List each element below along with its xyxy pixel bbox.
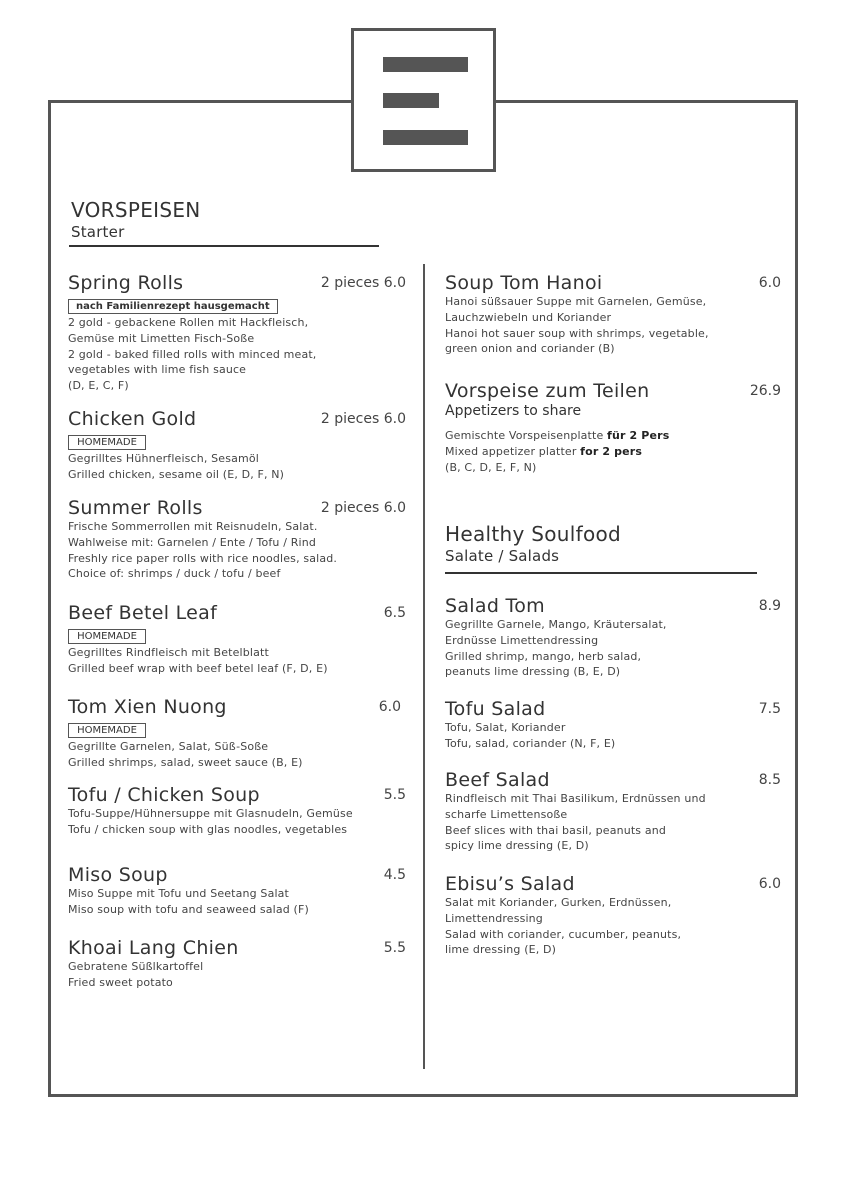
logo-bar-bottom bbox=[383, 130, 468, 145]
item-description bbox=[445, 895, 781, 958]
desc-line: Grilled beef wrap with beef betel leaf (F, D, E) bbox=[68, 661, 328, 675]
section-subtitle: Starter bbox=[71, 223, 125, 241]
menu-item-summer-rolls bbox=[68, 497, 408, 582]
desc-text: Gemischte Vorspeisenplatte bbox=[445, 429, 608, 442]
item-name: Tofu Salad bbox=[445, 698, 546, 720]
item-name: Spring Rolls bbox=[68, 272, 184, 294]
menu-item-tom-xien-nuong bbox=[68, 696, 403, 771]
item-price: 8.9 bbox=[758, 598, 781, 614]
item-name: Soup Tom Hanoi bbox=[445, 272, 603, 294]
desc-line: spicy lime dressing (E, D) bbox=[445, 839, 589, 853]
column-divider bbox=[423, 264, 425, 1069]
section-rule-soulfood bbox=[445, 572, 757, 574]
desc-bold: für 2 Pers bbox=[607, 429, 670, 442]
desc-line: Gegrillte Garnele, Mango, Kräutersalat, bbox=[445, 618, 667, 631]
item-price: 2 pieces 6.0 bbox=[320, 500, 406, 516]
desc-line: lime dressing (E, D) bbox=[445, 943, 557, 957]
item-name: Miso Soup bbox=[68, 864, 168, 886]
desc-line: peanuts lime dressing (B, E, D) bbox=[445, 665, 621, 679]
desc-line: Lauchzwiebeln und Koriander bbox=[445, 310, 612, 324]
menu-item-miso-soup bbox=[68, 864, 408, 918]
desc-line: 2 gold - baked filled rolls with minced meat, bbox=[68, 347, 317, 361]
desc-line: 2 gold - gebackene Rollen mit Hackfleisch, bbox=[68, 316, 309, 329]
logo-bar-middle bbox=[383, 93, 439, 108]
desc-line: Beef slices with thai basil, peanuts and bbox=[445, 823, 666, 837]
desc-line: vegetables with lime fish sauce bbox=[68, 363, 247, 377]
desc-bold: for 2 pers bbox=[580, 444, 643, 458]
section-title: VORSPEISEN bbox=[71, 198, 201, 222]
desc-line: Fried sweet potato bbox=[68, 975, 173, 989]
menu-item-salad-tom bbox=[445, 595, 781, 680]
item-price: 8.5 bbox=[758, 772, 781, 788]
desc-line: Hanoi süßsauer Suppe mit Garnelen, Gemüse, bbox=[445, 295, 707, 308]
item-description bbox=[68, 886, 408, 918]
item-description bbox=[445, 617, 781, 680]
menu-item-chicken-gold bbox=[68, 408, 408, 483]
desc-line: Gebratene Süßlkartoffel bbox=[68, 960, 204, 973]
desc-line: Gegrilltes Hühnerfleisch, Sesamöl bbox=[68, 452, 259, 465]
desc-line: Rindfleisch mit Thai Basilikum, Erdnüssen und bbox=[445, 792, 706, 805]
item-price: 26.9 bbox=[749, 383, 781, 399]
item-name: Salad Tom bbox=[445, 595, 545, 617]
item-description bbox=[68, 519, 408, 582]
desc-line: Wahlweise mit: Garnelen / Ente / Tofu / Rind bbox=[68, 535, 316, 549]
menu-item-spring-rolls bbox=[68, 272, 408, 394]
homemade-badge: HOMEMADE bbox=[68, 629, 146, 644]
item-description bbox=[68, 806, 408, 838]
desc-text: Mixed appetizer platter bbox=[445, 444, 581, 458]
item-price: 6.5 bbox=[383, 605, 406, 621]
item-price: 4.5 bbox=[383, 867, 406, 883]
item-description bbox=[445, 791, 781, 854]
menu-item-khoai-lang-chien bbox=[68, 937, 408, 991]
item-description bbox=[68, 645, 408, 677]
desc-line: green onion and coriander (B) bbox=[445, 342, 615, 356]
section-title: Healthy Soulfood bbox=[445, 522, 622, 546]
menu-item-beef-betel-leaf bbox=[68, 602, 408, 677]
desc-line: Grilled shrimp, mango, herb salad, bbox=[445, 649, 642, 663]
item-price: 5.5 bbox=[383, 940, 406, 956]
homemade-badge: HOMEMADE bbox=[68, 435, 146, 450]
item-description bbox=[68, 959, 408, 991]
desc-line bbox=[445, 428, 781, 444]
logo-bar-top bbox=[383, 57, 468, 72]
item-subtitle: Appetizers to share bbox=[445, 403, 582, 419]
menu-item-soup-tom-hanoi bbox=[445, 272, 781, 357]
desc-line: Limettendressing bbox=[445, 911, 543, 925]
section-header-starter bbox=[71, 198, 201, 242]
item-name: Ebisu’s Salad bbox=[445, 873, 575, 895]
item-price: 6.0 bbox=[758, 876, 781, 892]
item-name: Summer Rolls bbox=[68, 497, 203, 519]
desc-line: Choice of: shrimps / duck / tofu / beef bbox=[68, 567, 281, 581]
desc-line: Gemüse mit Limetten Fisch-Soße bbox=[68, 331, 255, 345]
desc-line: Frische Sommerrollen mit Reisnudeln, Salat. bbox=[68, 520, 318, 533]
item-price: 2 pieces 6.0 bbox=[320, 275, 406, 291]
item-price: 6.0 bbox=[378, 699, 401, 715]
item-name: Beef Salad bbox=[445, 769, 550, 791]
item-name: Vorspeise zum Teilen bbox=[445, 380, 650, 402]
desc-line: (B, C, D, E, F, N) bbox=[445, 460, 537, 474]
section-header-soulfood bbox=[445, 522, 621, 566]
item-name: Khoai Lang Chien bbox=[68, 937, 239, 959]
desc-line: Erdnüsse Limettendressing bbox=[445, 633, 599, 647]
desc-line: Gegrilltes Rindfleisch mit Betelblatt bbox=[68, 646, 269, 659]
desc-line bbox=[445, 444, 781, 460]
menu-item-beef-salad bbox=[445, 769, 781, 854]
homemade-badge: HOMEMADE bbox=[68, 723, 146, 738]
desc-line: Miso Suppe mit Tofu und Seetang Salat bbox=[68, 887, 290, 900]
item-name: Tofu / Chicken Soup bbox=[68, 784, 260, 806]
homemade-badge: nach Familienrezept hausgemacht bbox=[68, 299, 278, 314]
menu-item-tofu-chicken-soup bbox=[68, 784, 408, 838]
menu-item-tofu-salad bbox=[445, 698, 781, 752]
item-price: 7.5 bbox=[758, 701, 781, 717]
item-description bbox=[445, 720, 781, 752]
desc-line: (D, E, C, F) bbox=[68, 379, 129, 393]
item-name: Beef Betel Leaf bbox=[68, 602, 218, 624]
desc-line: Grilled chicken, sesame oil (E, D, F, N) bbox=[68, 467, 285, 481]
desc-line: Tofu, Salat, Koriander bbox=[445, 721, 566, 734]
menu-item-ebisus-salad bbox=[445, 873, 781, 958]
desc-line: Hanoi hot sauer soup with shrimps, vegetable, bbox=[445, 326, 709, 340]
desc-line: scharfe Limettensoße bbox=[445, 807, 568, 821]
item-description bbox=[68, 315, 408, 394]
item-description bbox=[68, 739, 403, 771]
desc-line: Salat mit Koriander, Gurken, Erdnüssen, bbox=[445, 896, 672, 909]
item-description bbox=[68, 451, 408, 483]
section-rule-starter bbox=[69, 245, 379, 247]
item-description bbox=[445, 294, 781, 357]
menu-item-vorspeise-zum-teilen bbox=[445, 380, 781, 475]
desc-line: Tofu, salad, coriander (N, F, E) bbox=[445, 736, 616, 750]
item-price: 6.0 bbox=[758, 275, 781, 291]
desc-line: Grilled shrimps, salad, sweet sauce (B, E) bbox=[68, 755, 303, 769]
desc-line: Miso soup with tofu and seaweed salad (F) bbox=[68, 902, 309, 916]
section-subtitle: Salate / Salads bbox=[445, 547, 560, 565]
item-price: 2 pieces 6.0 bbox=[320, 411, 406, 427]
desc-line: Gegrillte Garnelen, Salat, Süß-Soße bbox=[68, 740, 269, 753]
desc-line: Tofu / chicken soup with glas noodles, vegetables bbox=[68, 822, 348, 836]
item-name: Chicken Gold bbox=[68, 408, 197, 430]
item-description bbox=[445, 428, 781, 475]
desc-line: Freshly rice paper rolls with rice noodles, salad. bbox=[68, 551, 338, 565]
item-price: 5.5 bbox=[383, 787, 406, 803]
desc-line: Tofu-Suppe/Hühnersuppe mit Glasnudeln, Gemüse bbox=[68, 807, 353, 820]
item-name: Tom Xien Nuong bbox=[68, 696, 227, 718]
desc-line: Salad with coriander, cucumber, peanuts, bbox=[445, 927, 682, 941]
restaurant-logo bbox=[351, 28, 496, 172]
